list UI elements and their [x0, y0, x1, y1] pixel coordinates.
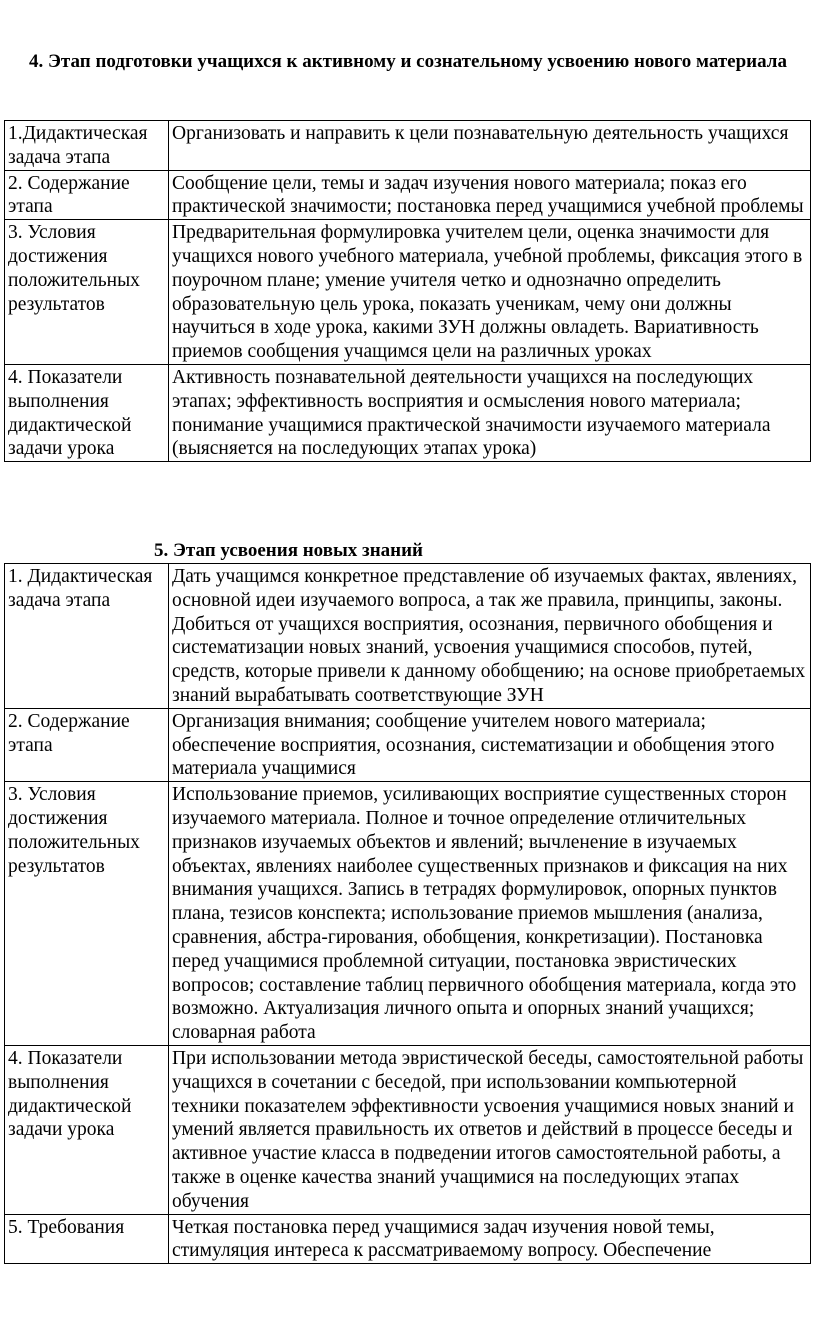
table-row — [5, 364, 811, 461]
row-text: Организовать и направить к цели познавательную деятельность учащихся — [169, 121, 811, 171]
row-label: 2. Содержание этапа — [5, 170, 169, 220]
table-row — [5, 708, 811, 781]
section-5-title: 5. Этап усвоения новых знаний — [154, 540, 423, 561]
row-text: Использование приемов, усиливающих восприятие существенных сторон изучаемого материала. Полное и точное определение отличительных признаков изучаемых объектов и явлений; вычленение в изучаемых объектах, явлениях наиболее существенных признаков и фиксация на них внимания учащихся. Запись в тетрадях формулировок, опорных пунктов плана, тезисов конспекта; использование приемов мышления (анализа, сравнения, абстра-гирования, обобщения, конкретизации). Постановка перед учащимися проблемной ситуации, постановка эвристических вопросов; составление таблиц первичного обобщения материала, когда это возможно. Актуализация личного опыта и опорных знаний учащихся; словарная работа — [169, 782, 811, 1046]
table-row — [5, 782, 811, 1046]
row-text: При использовании метода эвристической беседы, самостоятельной работы учащихся в сочетании с беседой, при использовании компьютерной техники показателем эффективности усвоения учащимися новых знаний и умений является правильность их ответов и действий в процессе беседы и активное участие класса в подведении итогов самостоятельной работы, а также в оценке качества знаний учащимися на последующих этапах обучения — [169, 1045, 811, 1214]
section-5-table — [4, 563, 811, 1264]
table-row — [5, 121, 811, 171]
table-row — [5, 170, 811, 220]
table-row — [5, 564, 811, 709]
row-text: Сообщение цели, темы и задач изучения нового материала; показ его практической значимости; постановка перед учащимися учебной проблемы — [169, 170, 811, 220]
row-label: 3. Условия достижения положительных результатов — [5, 782, 169, 1046]
row-text: Организация внимания; сообщение учителем нового материала; обеспечение восприятия, осознания, систематизации и обобщения этого материала учащимися — [169, 708, 811, 781]
row-label: 3. Условия достижения положительных результатов — [5, 220, 169, 365]
row-text: Активность познавательной деятельности учащихся на последующих этапах; эффективность восприятия и осмысления нового материала; понимание учащимися практической значимости изучаемого материала (выясняется на последующих этапах урока) — [169, 364, 811, 461]
section-4-table — [4, 120, 811, 462]
row-label: 4. Показатели выполнения дидактической задачи урока — [5, 1045, 169, 1214]
row-label: 1. Дидактическая задача этапа — [5, 564, 169, 709]
row-label: 5. Требования — [5, 1214, 169, 1264]
row-text: Четкая постановка перед учащимися задач изучения новой темы, стимуляция интереса к рассматриваемому вопросу. Обеспечение — [169, 1214, 811, 1264]
row-label: 1.Дидактическая задача этапа — [5, 121, 169, 171]
row-label: 2. Содержание этапа — [5, 708, 169, 781]
table-row — [5, 220, 811, 365]
section-4-title: 4. Этап подготовки учащихся к активному и сознательному усвоению нового материала — [29, 51, 787, 72]
table-row — [5, 1045, 811, 1214]
table-row — [5, 1214, 811, 1264]
row-label: 4. Показатели выполнения дидактической задачи урока — [5, 364, 169, 461]
row-text: Предварительная формулировка учителем цели, оценка значимости для учащихся нового учебного материала, учебной проблемы, фиксация этого в поурочном плане; умение учителя четко и однозначно определить образовательную цель урока, показать ученикам, чему они должны научиться в ходе урока, какими ЗУН должны овладеть. Вариативность приемов сообщения учащимся цели на различных уроках — [169, 220, 811, 365]
row-text: Дать учащимся конкретное представление об изучаемых фактах, явлениях, основной идеи изучаемого вопроса, а так же правила, принципы, законы. Добиться от учащихся восприятия, осознания, первичного обобщения и систематизации новых знаний, усвоения учащимися способов, путей, средств, которые привели к данному обобщению; на основе приобретаемых знаний вырабатывать соответствующие ЗУН — [169, 564, 811, 709]
